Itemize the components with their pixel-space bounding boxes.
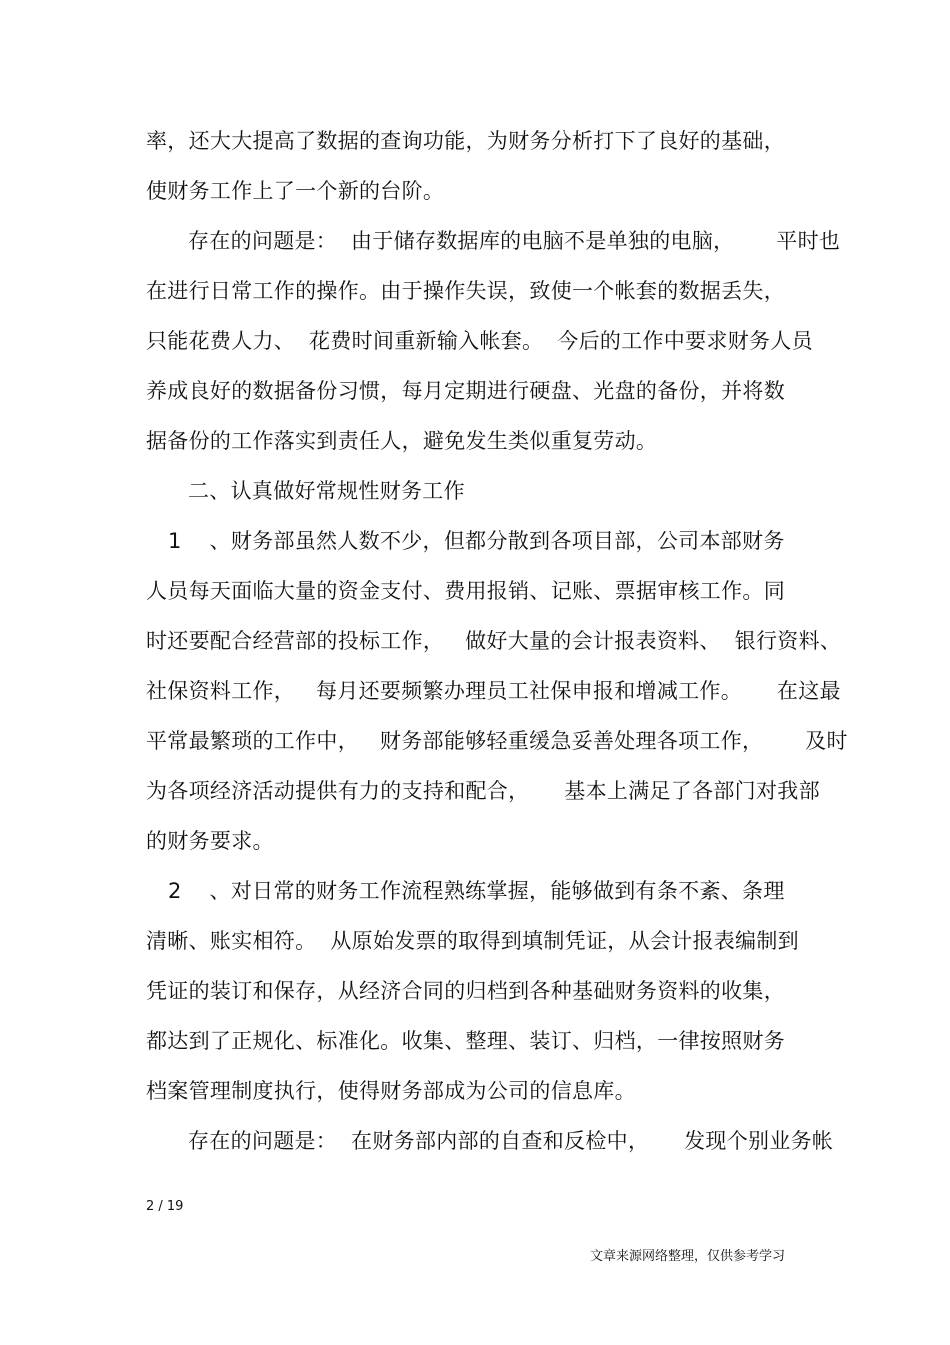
- paragraph-line: 率，还大大提高了数据的查询功能，为财务分析打下了良好的基础，: [146, 129, 785, 153]
- paragraph-line: 在进行日常工作的操作。由于操作失误，致使一个帐套的数据丢失，: [146, 279, 785, 303]
- paragraph-line: 养成良好的数据备份习惯，每月定期进行硬盘、光盘的备份，并将数: [146, 379, 785, 403]
- paragraph-line: 平常最繁琐的工作中， 财务部能够轻重缓急妥善处理各项工作， 及时: [146, 729, 848, 753]
- paragraph-line: 1 、财务部虽然人数不少，但都分散到各项目部，公司本部财务: [168, 529, 785, 553]
- paragraph-line: 时还要配合经营部的投标工作， 做好大量的会计报表资料、 银行资料、: [146, 629, 842, 653]
- paragraph-line: 存在的问题是： 由于储存数据库的电脑不是单独的电脑， 平时也: [188, 229, 841, 253]
- paragraph-line: 档案管理制度执行，使得财务部成为公司的信息库。: [146, 1079, 636, 1103]
- paragraph-line: 据备份的工作落实到责任人，避免发生类似重复劳动。: [146, 429, 658, 453]
- paragraph-line: 凭证的装订和保存，从经济合同的归档到各种基础财务资料的收集，: [146, 979, 785, 1003]
- paragraph-line: 的财务要求。: [146, 829, 274, 853]
- paragraph-line: 清晰、账实相符。 从原始发票的取得到填制凭证，从会计报表编制到: [146, 929, 799, 953]
- section-heading: 二、认真做好常规性财务工作: [188, 479, 465, 503]
- page-number: 2 / 19: [146, 1199, 184, 1214]
- paragraph-line: 人员每天面临大量的资金支付、费用报销、记账、票据审核工作。同: [146, 579, 785, 603]
- paragraph-line: 为各项经济活动提供有力的支持和配合， 基本上满足了各部门对我部: [146, 779, 820, 803]
- paragraph-line: 都达到了正规化、标准化。收集、整理、装订、归档，一律按照财务: [146, 1029, 785, 1053]
- paragraph-line: 使财务工作上了一个新的台阶。: [146, 179, 445, 203]
- source-note: 文章来源网络整理，仅供参考学习: [590, 1249, 786, 1264]
- paragraph-line: 社保资料工作， 每月还要频繁办理员工社保申报和增减工作。 在这最: [146, 679, 841, 703]
- paragraph-line: 存在的问题是： 在财务部内部的自查和反检中， 发现个别业务帐: [188, 1129, 834, 1153]
- paragraph-line: 2 、对日常的财务工作流程熟练掌握，能够做到有条不紊、条理: [168, 879, 785, 903]
- paragraph-line: 只能花费人力、 花费时间重新输入帐套。 今后的工作中要求财务人员: [146, 329, 813, 353]
